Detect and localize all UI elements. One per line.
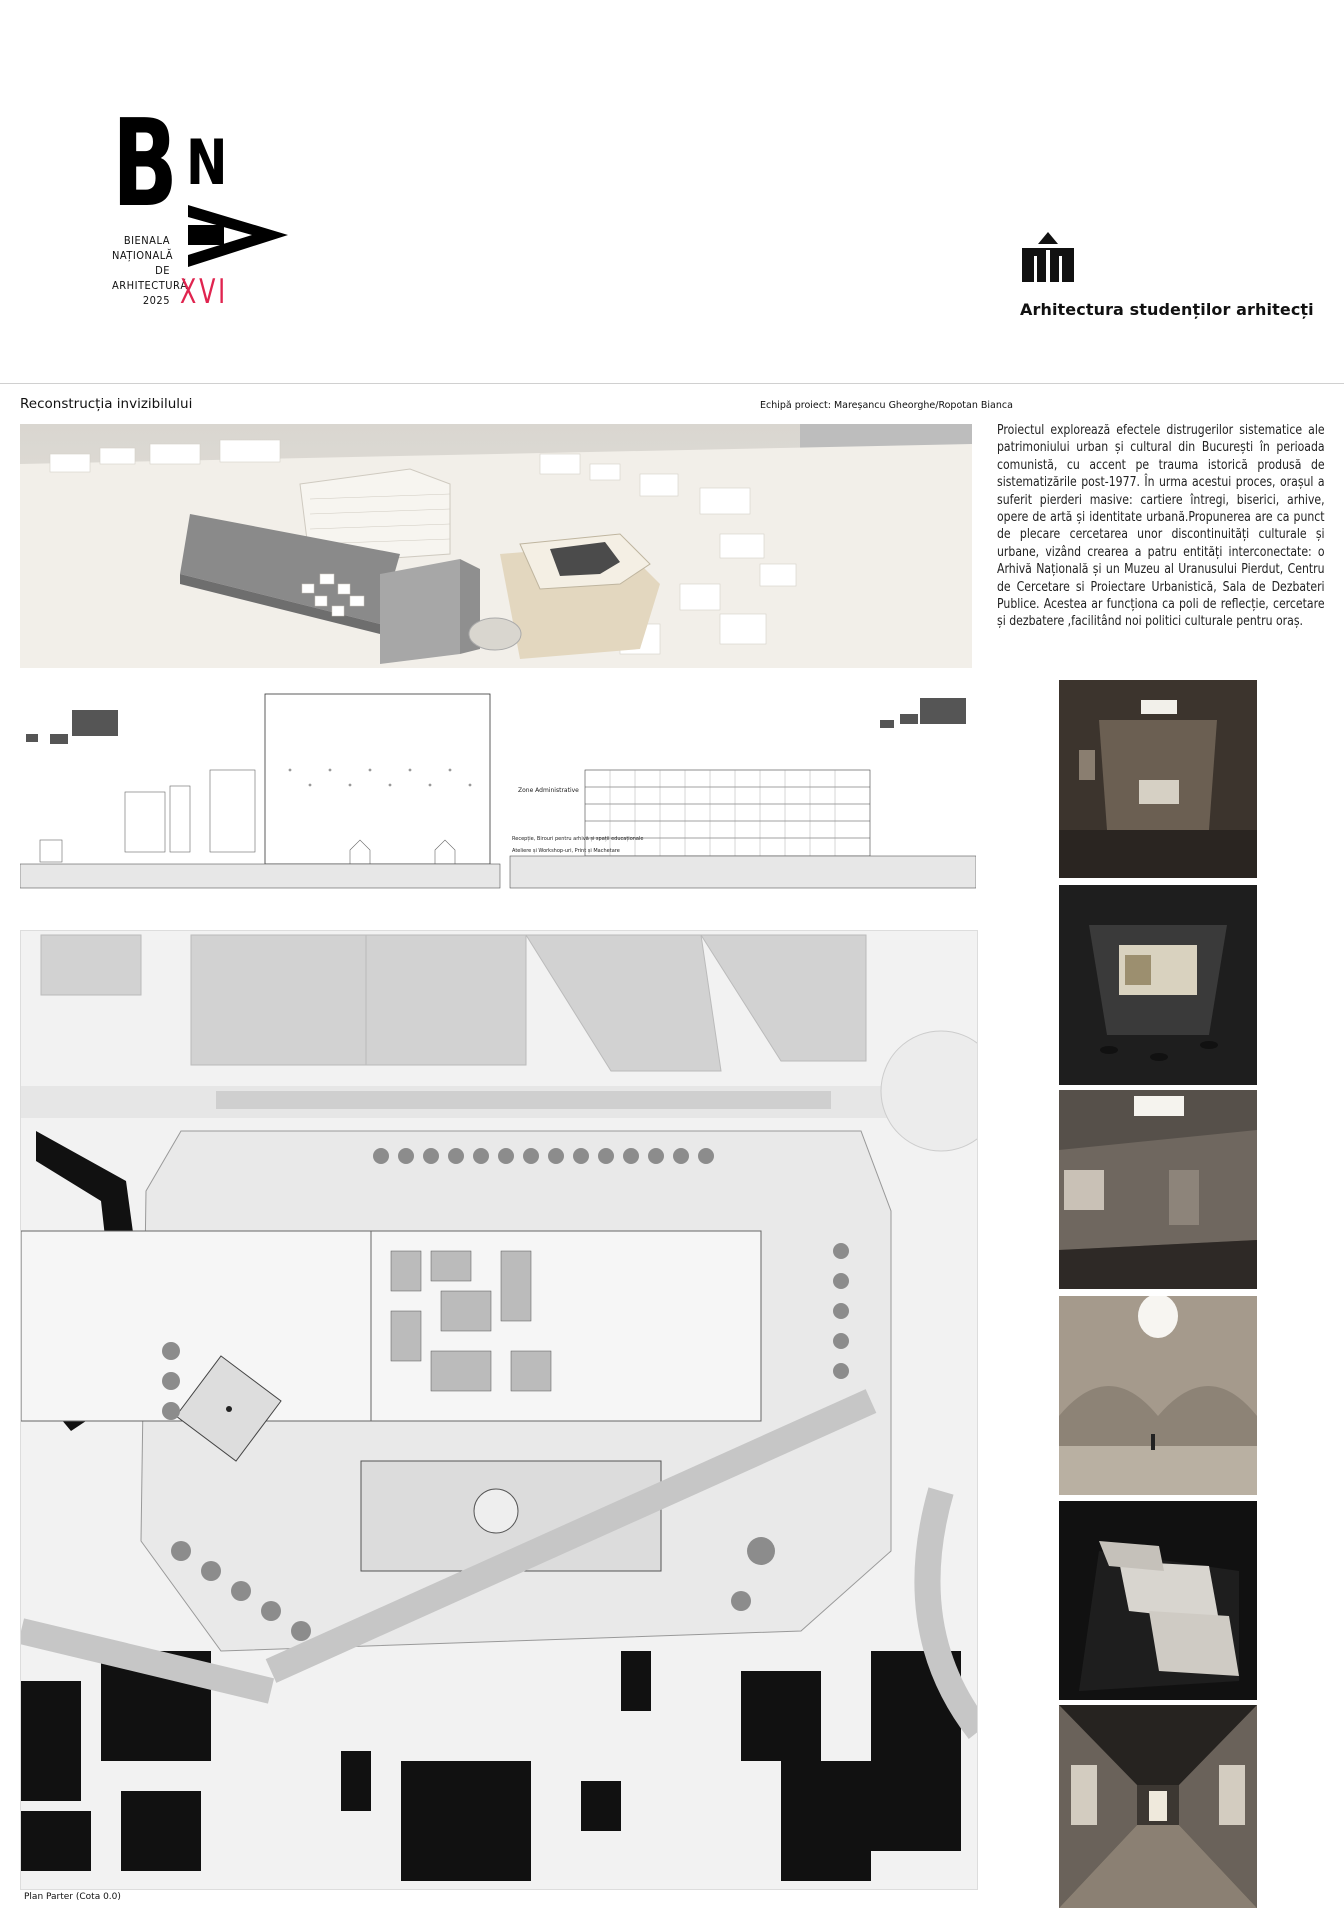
logo-edition: XVI	[180, 272, 229, 312]
pencil-logo-icon	[1020, 230, 1076, 286]
logo-letter-b: B	[112, 95, 175, 234]
label-reception: Recepție, Birouri pentru arhivă și spații educaționale	[512, 836, 644, 842]
section-title: Arhitectura studenților arhitecți	[1020, 300, 1314, 319]
interior-render-gallery	[1059, 1090, 1257, 1289]
logo-subtitle: BIENALA NAȚIONALĂ DE ARHITECTURĂ 2025	[112, 234, 188, 307]
aerial-render	[20, 424, 972, 668]
project-description: Proiectul explorează efectele distrugerilor sistematice ale patrimoniului urban și cultural din București în perioada comunistă, cu accent pe trauma istorică produsă de sistematizările post-1977. În urma acestui proces, orașul a suferit pierderi masive: cartiere întregi, biserici, arhive, opere de artă și identitate urbană.Propunerea are ca punct de plecare cercetarea unor discontinuități culturale și urbane, vizând crearea a patru entități interconectate: o Arhivă Națională și un Muzeu al Uranusului Pierdut, Centru de Cercetare si Proiectare Urbanistică, Sala de Dezbateri Publice. Acestea ar funcționa ca poli de reflecție, cercetare și dezbatere ,facilitând noi politici culturale pentru oraș.	[997, 423, 1325, 630]
project-team: Echipă proiect: Mareșancu Gheorghe/Ropotan Bianca	[760, 400, 1013, 411]
logo-letter-n: N	[186, 126, 228, 199]
label-workshops: Ateliere și Workshop-uri, Print și Machetare	[512, 848, 620, 854]
interior-render-archive	[1059, 680, 1257, 878]
building-sections	[20, 690, 976, 890]
interior-render-domed-hall	[1059, 1296, 1257, 1495]
interior-render-projection	[1059, 885, 1257, 1085]
interior-render-display-tables	[1059, 1501, 1257, 1700]
site-plan	[20, 930, 978, 1890]
header-divider	[0, 383, 1344, 384]
interior-render-corridor	[1059, 1705, 1257, 1908]
project-title: Reconstrucția invizibilului	[20, 396, 193, 412]
logo-letter-a-icon	[188, 195, 288, 275]
label-admin: Zone Administrative	[518, 787, 579, 794]
bna-logo	[112, 95, 292, 345]
plan-caption: Plan Parter (Cota 0.0)	[24, 1892, 121, 1902]
